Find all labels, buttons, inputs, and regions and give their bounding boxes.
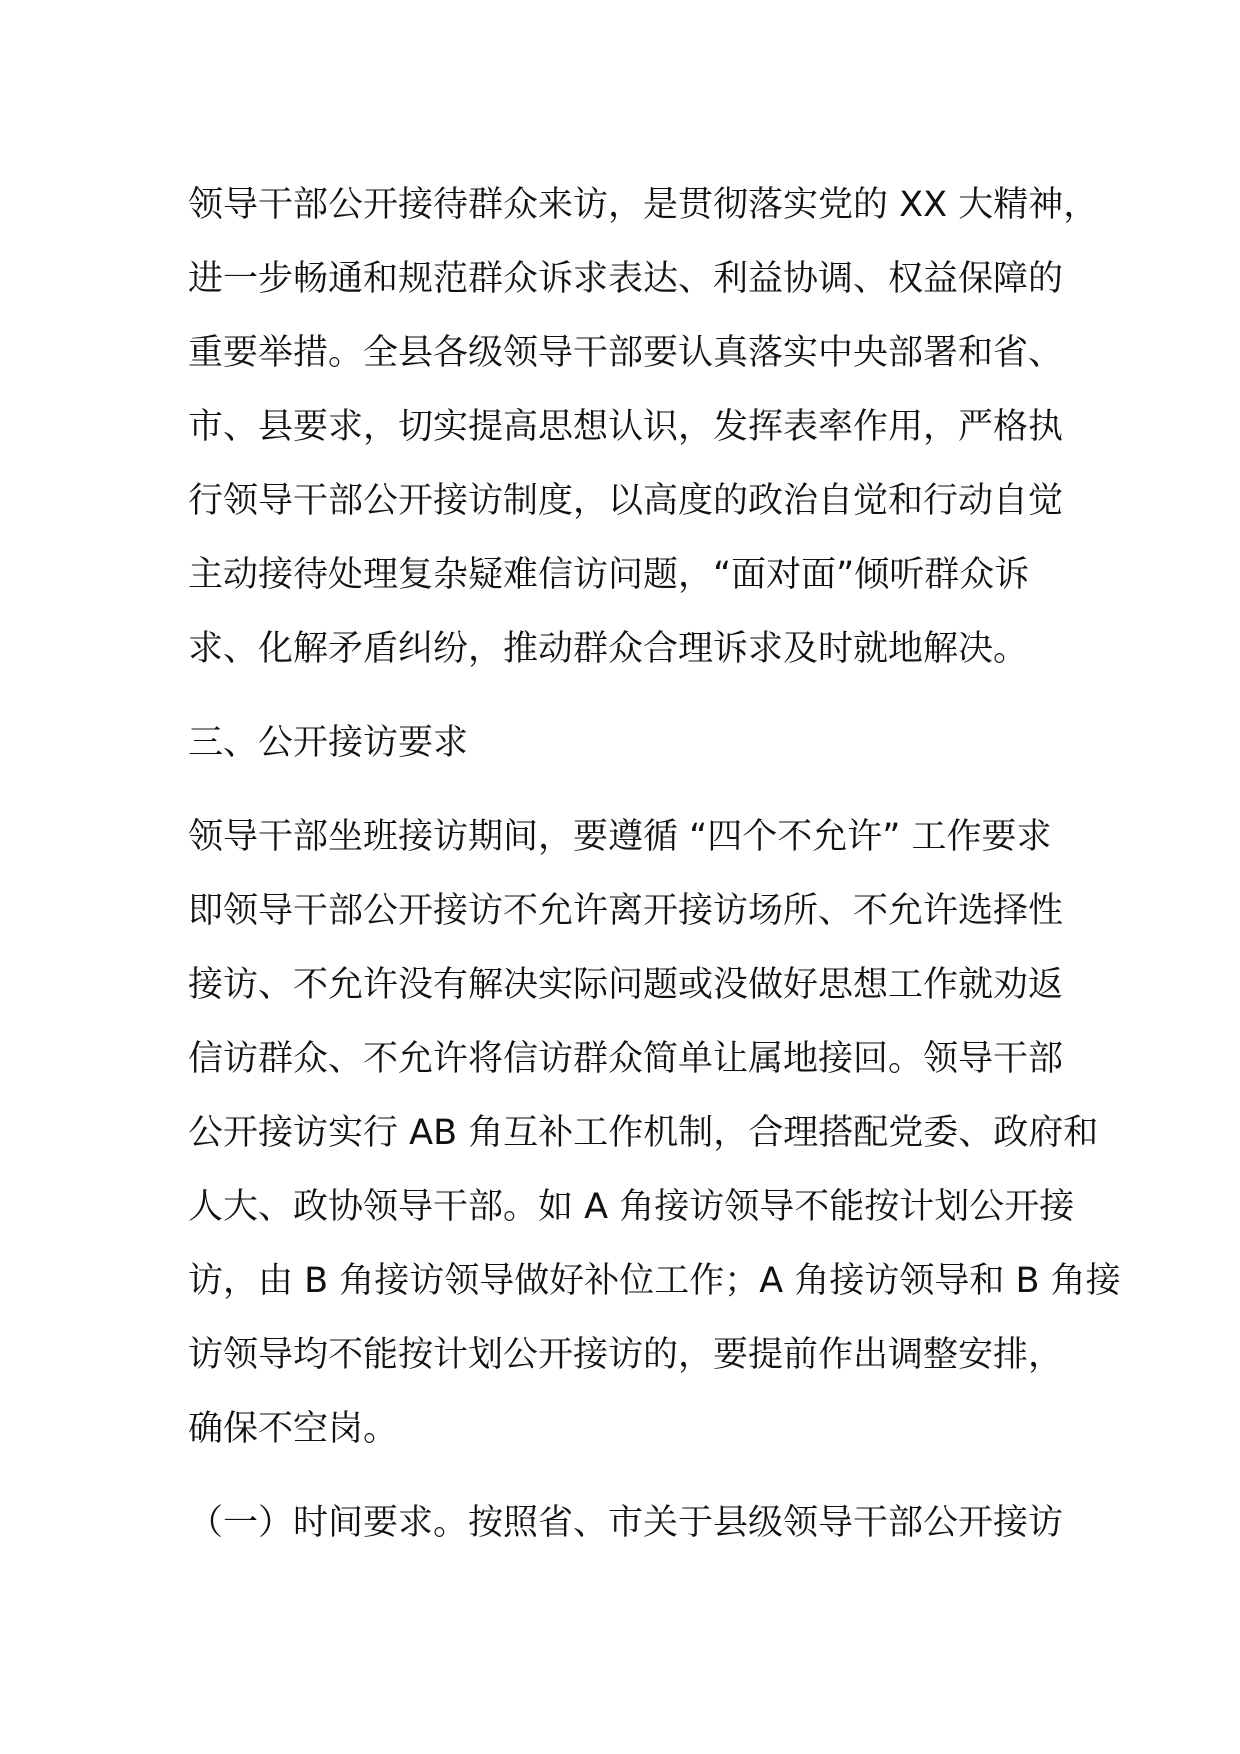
paragraph-spacer [188,1466,1068,1486]
text-line: 市、县要求，切实提高思想认识，发挥表率作用，严格执 [188,407,1064,447]
text-line: 访，由 B 角接访领导做好补位工作；A 角接访领导和 B 角接 [188,1261,1121,1301]
text-line: 领导干部公开接待群众来访，是贯彻落实党的 XX 大精神， [188,185,1099,225]
text-line: （一）时间要求。按照省、市关于县级领导干部公开接访 [188,1503,1064,1543]
section-heading [188,706,1068,780]
text-line: 公开接访实行 AB 角互补工作机制，合理搭配党委、政府和 [188,1113,1099,1153]
paragraph-spacer [188,780,1068,800]
text-line: 信访群众、不允许将信访群众简单让属地接回。领导干部 [188,1039,1064,1079]
text-line: 即领导干部公开接访不允许离开接访场所、不允许选择性 [188,891,1064,931]
text-line: 进一步畅通和规范群众诉求表达、利益协调、权益保障的 [188,259,1064,299]
text-line: 访领导均不能按计划公开接访的，要提前作出调整安排， [188,1335,1064,1375]
paragraph-spacer [188,686,1068,706]
body-paragraph [188,800,1121,1466]
heading-line: 三、公开接访要求 [188,723,469,763]
body-paragraph [188,168,1099,686]
text-line: 确保不空岗。 [188,1409,399,1449]
text-line: 重要举措。全县各级领导干部要认真落实中央部署和省、 [188,333,1064,373]
text-line: 主动接待处理复杂疑难信访问题，“面对面”倾听群众诉 [188,555,1030,595]
text-line: 人大、政协领导干部。如 A 角接访领导不能按计划公开接 [188,1187,1075,1227]
document-body [188,168,1121,1560]
text-line: 接访、不允许没有解决实际问题或没做好思想工作就劝返 [188,965,1064,1005]
text-line: 求、化解矛盾纠纷，推动群众合理诉求及时就地解决。 [188,629,1029,669]
text-line: 领导干部坐班接访期间，要遵循 “四个不允许” 工作要求 [188,817,1052,857]
text-line: 行领导干部公开接访制度，以高度的政治自觉和行动自觉 [188,481,1064,521]
body-paragraph [188,1486,1068,1560]
